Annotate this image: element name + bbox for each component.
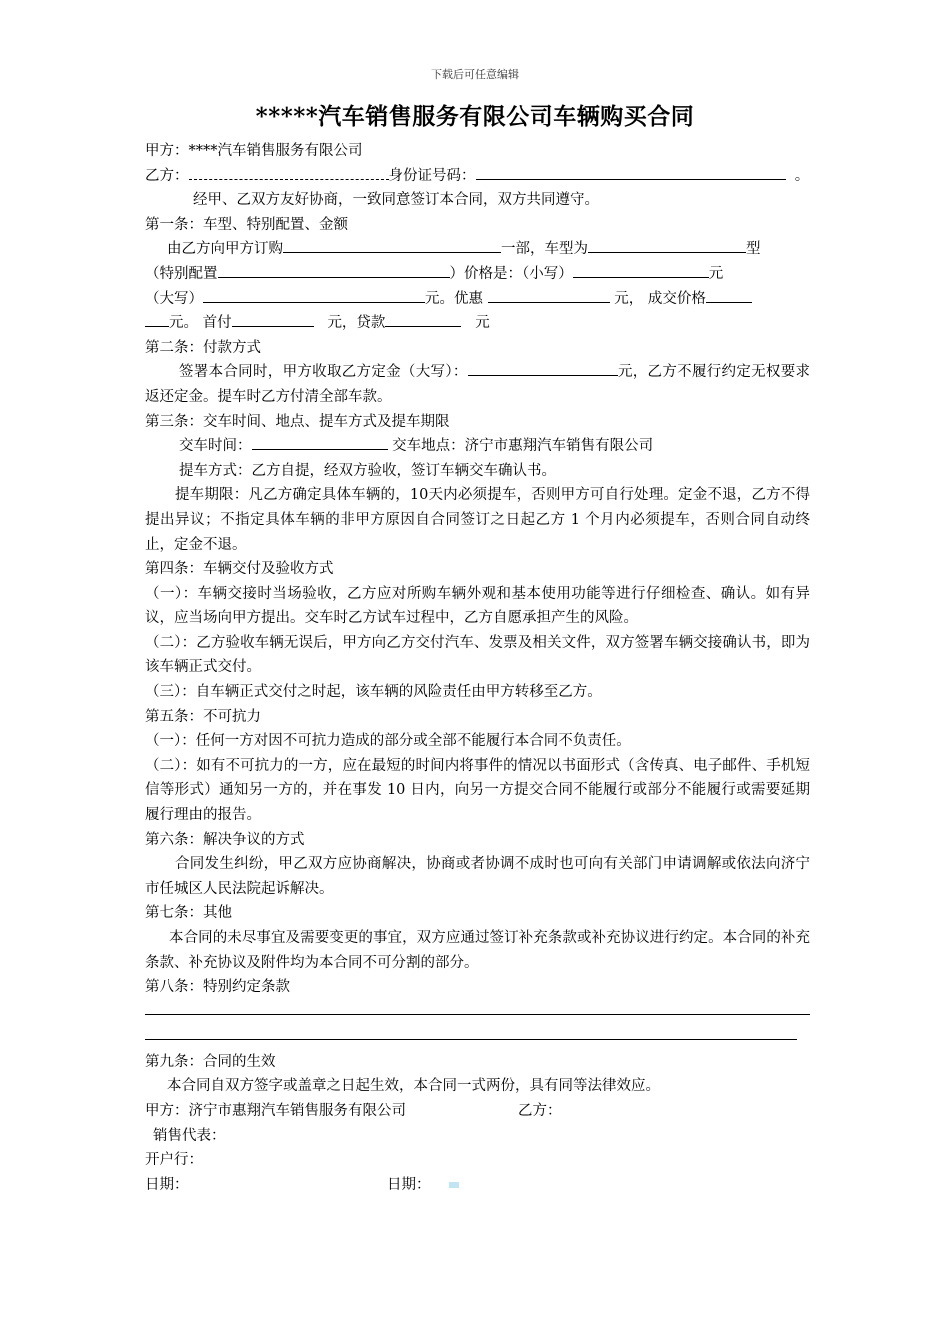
special-config-blank[interactable] <box>218 262 450 278</box>
article-9-title: 第九条：合同的生效 <box>145 1053 276 1070</box>
article-7-body: 本合同的未尽事宜及需要变更的事宜，双方应通过签订补充条款或补充协议进行约定。本合同的补充条款、补充协议及附件均为本合同不可分割的部分。 <box>145 930 810 971</box>
sales-rep-label: 销售代表： <box>153 1127 226 1144</box>
article-4-item-1: （一）：车辆交接时当场验收，乙方应对所购车辆外观和基本使用功能等进行仔细检查、确认。如有异议，应当场向甲方提出。交车时乙方试车过程中，乙方自愿承担产生的风险。 <box>145 585 810 627</box>
article-3-title: 第三条：交车时间、地点、提车方式及提车期限 <box>145 413 450 430</box>
header-note: 下载后可任意编辑 <box>431 68 519 81</box>
price-upper-blank[interactable] <box>203 287 425 303</box>
a1-text-12: 元 <box>475 315 490 332</box>
bank-label: 开户行： <box>145 1152 203 1169</box>
article-1-line-3 <box>145 287 810 312</box>
a1-text-9: 元， 成交价格 <box>614 290 706 307</box>
discount-blank[interactable] <box>488 287 610 303</box>
article-1-line-4 <box>145 311 810 336</box>
party-b-line <box>145 164 810 189</box>
down-payment-blank[interactable] <box>232 311 314 327</box>
a1-text-2: 一部，车型为 <box>501 241 588 258</box>
article-3-deadline: 提车期限：凡乙方确定具体车辆的，10天内必须提车，否则甲方可自行处理。定金不退，乙方不得提出异议；不指定具体车辆的非甲方原因自合同签订之日起乙方 1 个月内必须提车，否则合同自动终止，定金不退。 <box>145 487 810 553</box>
article-9-body: 本合同自双方签字或盖章之日起生效，本合同一式两份，具有同等法律效应。 <box>167 1078 660 1095</box>
party-b-blank[interactable] <box>189 164 389 180</box>
article-1-title: 第一条：车型、特别配置、金额 <box>145 216 348 233</box>
intro: 经甲、乙双方友好协商，一致同意签订本合同，双方共同遵守。 <box>193 192 599 209</box>
date-party-a: 日期： <box>145 1176 189 1193</box>
signature-party-a: 甲方：济宁市惠翔汽车销售服务有限公司 <box>145 1102 406 1119</box>
delivery-place: 交车地点：济宁市惠翔汽车销售有限公司 <box>392 438 654 455</box>
article-8-title: 第八条：特别约定条款 <box>145 979 290 996</box>
model-blank[interactable] <box>588 237 746 253</box>
special-terms-line-2[interactable] <box>145 1025 797 1040</box>
party-b-label: 乙方： <box>145 167 189 184</box>
article-1-line-1 <box>145 237 810 262</box>
a1-text-10: 元。 首付 <box>169 315 232 332</box>
article-6-body: 合同发生纠纷，甲乙双方应协商解决，协商或者协调不成时也可向有关部门申请调解或依法向济宁市任城区人民法院起诉解决。 <box>145 856 810 897</box>
price-lower-blank[interactable] <box>573 262 709 278</box>
contract-title: *****汽车销售服务有限公司车辆购买合同 <box>255 103 695 130</box>
article-1-line-2 <box>145 262 810 287</box>
article-5-item-2: （二）：如有不可抗力的一方，应在最短的时间内将事件的情况以书面形式（含传真、电子邮件、手机短信等形式）通知另一方的，并在事发 10 日内，向另一方提交合同不能履行或部分不能履行或需要延期履行理由的报告。 <box>145 757 810 824</box>
deposit-blank[interactable] <box>468 360 618 376</box>
a1-text-11: 元，贷款 <box>327 315 386 332</box>
article-7-title: 第七条：其他 <box>145 905 232 922</box>
party-a: 甲方：****汽车销售服务有限公司 <box>145 143 363 159</box>
final-price-blank-2[interactable] <box>145 311 169 327</box>
a1-text-7: （大写） <box>145 290 203 307</box>
date-party-b <box>387 1173 459 1198</box>
article-2-body <box>145 360 810 409</box>
period: 。 <box>794 167 810 184</box>
special-terms-line-1[interactable] <box>145 1000 810 1015</box>
a1-text-3: 型 <box>746 241 761 258</box>
signature-party-b: 乙方： <box>518 1102 562 1119</box>
order-count-blank[interactable] <box>283 237 501 253</box>
article-4-title: 第四条：车辆交付及验收方式 <box>145 561 334 578</box>
id-label: 身份证号码： <box>388 167 476 184</box>
article-2-title: 第二条：付款方式 <box>145 339 261 356</box>
article-6-title: 第六条：解决争议的方式 <box>145 831 305 848</box>
a1-text-1: 由乙方向甲方订购 <box>167 241 283 258</box>
article-3-time-line <box>145 434 810 459</box>
delivery-time-blank[interactable] <box>252 434 388 450</box>
date-row <box>145 1173 810 1198</box>
delivery-time-label: 交车时间： <box>179 438 252 455</box>
a1-text-4: （特别配置 <box>145 265 218 282</box>
article-4-item-3: （三）：自车辆正式交付之时起，该车辆的风险责任由甲方转移至乙方。 <box>145 684 602 701</box>
a1-text-5: ）价格是：（小写） <box>449 265 573 282</box>
article-5-item-1: （一）：任何一方对因不可抗力造成的部分或全部不能履行本合同不负责任。 <box>145 733 631 750</box>
a1-text-6: 元 <box>708 265 724 282</box>
id-number-blank[interactable] <box>476 164 786 180</box>
a1-text-8: 元。优惠 <box>425 290 483 307</box>
loan-blank[interactable] <box>385 311 461 327</box>
a2-text-1: 签署本合同时，甲方收取乙方定金（大写）： <box>179 364 468 381</box>
a2-text-2: 元，乙方不履行约定无权要求返还定金。提车时乙方付清全部车款。 <box>145 364 811 405</box>
article-4-item-2: （二）：乙方验收车辆无误后，甲方向乙方交付汽车、发票及相关文件，双方签署车辆交接确认书，即为该车辆正式交付。 <box>145 634 810 676</box>
date-party-b-label: 日期： <box>387 1176 431 1193</box>
highlight-mark <box>449 1182 459 1188</box>
signature-row <box>145 1099 810 1124</box>
article-5-title: 第五条：不可抗力 <box>145 708 261 725</box>
article-3-method: 提车方式：乙方自提，经双方验收，签订车辆交车确认书。 <box>179 462 556 479</box>
contract-body <box>145 139 810 1197</box>
final-price-blank[interactable] <box>706 287 752 303</box>
